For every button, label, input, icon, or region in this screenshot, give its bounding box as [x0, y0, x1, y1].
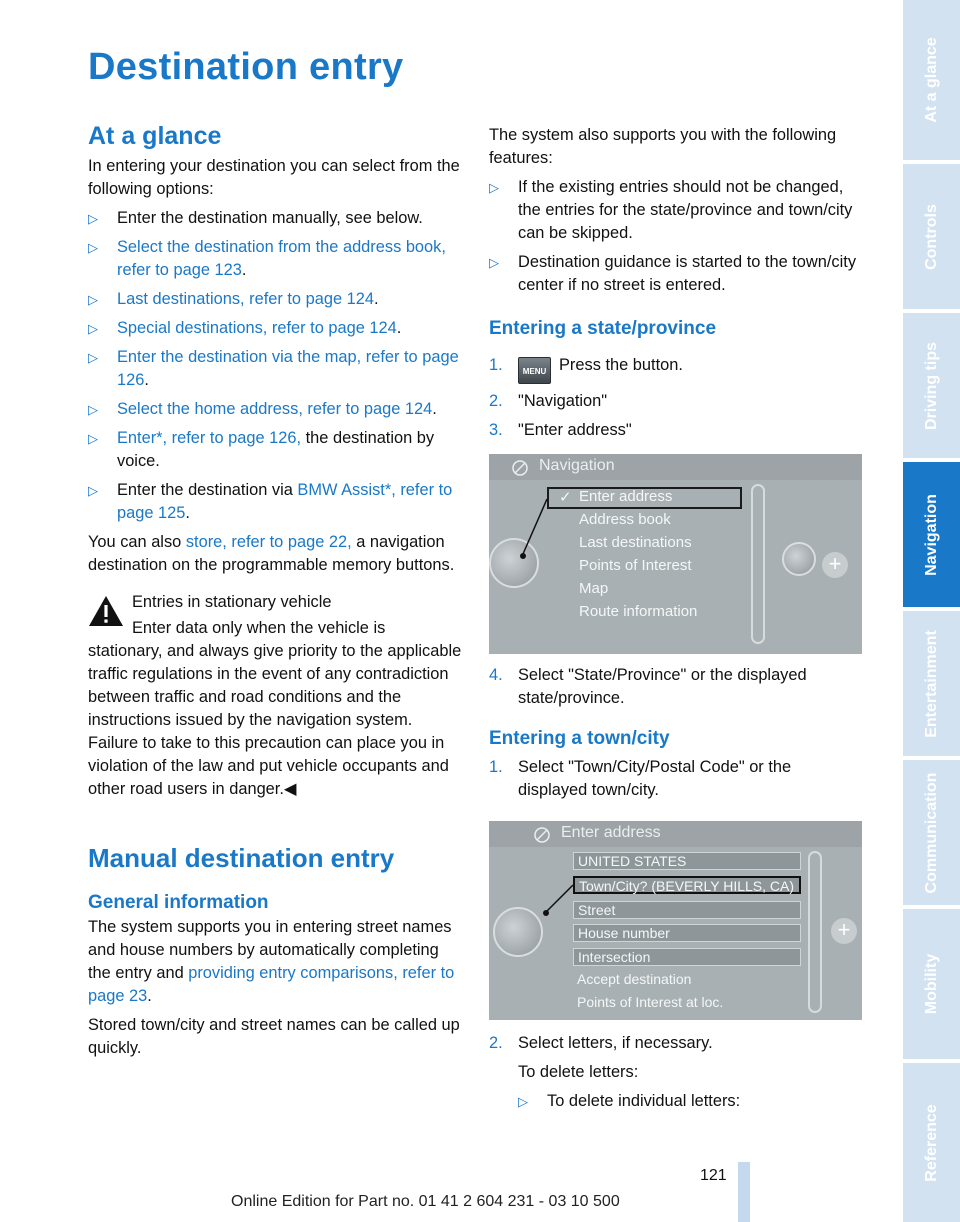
- town-steps: [489, 756, 861, 802]
- check-icon: ✓: [559, 489, 572, 506]
- general-paragraph: The system supports you in entering street names and house numbers by automatically completing the entry and providing entry comparisons, refer to page 23.: [88, 918, 455, 1005]
- tab-entertainment[interactable]: Entertainment: [903, 611, 960, 756]
- link-entry-comparisons[interactable]: providing entry comparisons, refer to page 23: [88, 964, 455, 1005]
- step-item: 1. Select "Town/City/Postal Code" or the displayed town/city.: [489, 758, 792, 799]
- triangle-right-icon: ▷: [88, 240, 98, 255]
- list-item: ▷ Last destinations, refer to page 124.: [88, 288, 463, 311]
- footer-text: Online Edition for Part no. 01 41 2 604 231 - 03 10 500: [231, 1193, 620, 1210]
- triangle-right-icon: ▷: [88, 292, 98, 307]
- plus-icon: +: [822, 552, 848, 578]
- triangle-right-icon: ▷: [88, 402, 98, 417]
- delete-intro: To delete letters:: [518, 1063, 639, 1081]
- chapter-sidebar: [903, 0, 960, 1222]
- menu-item[interactable]: Accept destination: [577, 971, 692, 987]
- page-marker-bar: [738, 1162, 750, 1222]
- left-column: [88, 122, 463, 1060]
- page-title: Destination entry: [88, 46, 404, 88]
- link-map[interactable]: Enter the destination via the map, refer to page 126: [117, 348, 459, 389]
- list-item: ▷ Select the destination from the address book, refer to page 123.: [88, 238, 446, 279]
- enter-address-screen: [489, 821, 862, 1020]
- menu-button-icon: MENU: [518, 357, 551, 384]
- triangle-right-icon: ▷: [88, 211, 98, 226]
- tab-at-a-glance[interactable]: At a glance: [903, 0, 960, 160]
- list-item: ▷ Enter the destination via the map, refer to page 126.: [88, 348, 459, 389]
- triangle-right-icon: ▷: [88, 321, 98, 336]
- features-intro: The system also supports you with the following features:: [489, 126, 837, 167]
- tab-mobility[interactable]: Mobility: [903, 909, 960, 1059]
- country-field[interactable]: UNITED STATES: [573, 852, 801, 870]
- navigation-screen: [489, 454, 862, 654]
- triangle-right-icon: ▷: [88, 350, 98, 365]
- list-item: ▷ If the existing entries should not be changed, the entries for the state/province and town/city can be skipped.: [489, 178, 853, 242]
- town-city-field[interactable]: Town/City? (BEVERLY HILLS, CA): [573, 876, 801, 894]
- plus-icon: +: [831, 918, 857, 944]
- house-number-field[interactable]: House number: [573, 924, 801, 942]
- list-item: ▷ To delete individual letters:: [518, 1090, 861, 1113]
- delete-list: [489, 1090, 861, 1113]
- step-item: 2. Select letters, if necessary.: [489, 1034, 713, 1052]
- heading-manual-entry: Manual destination entry: [88, 843, 395, 873]
- warning-title: Entries in stationary vehicle: [132, 593, 332, 611]
- options-list: [88, 207, 463, 525]
- warning-body: Enter data only when the vehicle is stationary, and always give priority to the applicable traffic regulations in the event of any contradiction between traffic and road conditions and the instructions issued by the navigation system. Failure to take to this precaution can place you in violation of the law and put vehicle occupants and other road users in danger.◀: [88, 619, 462, 798]
- street-field[interactable]: Street: [573, 901, 801, 919]
- link-last-destinations[interactable]: Last destinations, refer to page 124: [117, 290, 374, 308]
- link-bmw-assist[interactable]: BMW Assist*, refer to page 125: [117, 481, 453, 522]
- warning-note: [88, 591, 463, 801]
- step-item: 1. MENU Press the button.: [489, 354, 861, 384]
- warning-triangle-icon: [88, 595, 124, 627]
- heading-at-a-glance: At a glance: [88, 122, 222, 150]
- list-item: ▷ Special destinations, refer to page 124.: [88, 317, 463, 340]
- tab-communication[interactable]: Communication: [903, 760, 960, 905]
- list-item: ▷ Enter*, refer to page 126, the destination by voice.: [88, 429, 435, 470]
- menu-item[interactable]: Points of Interest: [579, 557, 692, 574]
- link-voice-entry[interactable]: Enter*, refer to page 126,: [117, 429, 302, 447]
- triangle-right-icon: ▷: [88, 483, 98, 498]
- link-store[interactable]: store, refer to page 22,: [185, 533, 352, 551]
- link-special-destinations[interactable]: Special destinations, refer to page 124: [117, 319, 397, 337]
- right-column: [489, 124, 861, 1113]
- intersection-field[interactable]: Intersection: [573, 948, 801, 966]
- list-item: ▷ Select the home address, refer to page 124.: [88, 398, 463, 421]
- heading-town-city: Entering a town/city: [489, 728, 670, 749]
- menu-item[interactable]: Route information: [579, 603, 698, 620]
- link-address-book[interactable]: Select the destination from the address book, refer to page 123: [117, 238, 446, 279]
- state-step-4: [489, 664, 861, 710]
- menu-item[interactable]: Last destinations: [579, 534, 692, 551]
- stored-paragraph: Stored town/city and street names can be called up quickly.: [88, 1016, 460, 1057]
- step-item: 3. "Enter address": [489, 421, 632, 439]
- triangle-right-icon: ▷: [518, 1094, 528, 1109]
- tab-controls[interactable]: Controls: [903, 164, 960, 309]
- also-paragraph: You can also store, refer to page 22, a navigation destination on the programmable memory buttons.: [88, 533, 455, 574]
- leader-line: [489, 821, 862, 1020]
- leader-line: [489, 454, 862, 654]
- triangle-right-icon: ▷: [489, 255, 499, 270]
- menu-item[interactable]: Points of Interest at loc.: [577, 994, 724, 1010]
- intro-paragraph: In entering your destination you can select from the following options:: [88, 157, 460, 198]
- step-item: 4. Select "State/Province" or the displayed state/province.: [489, 666, 807, 707]
- state-steps: [489, 354, 861, 442]
- heading-general-information: General information: [88, 892, 269, 913]
- triangle-right-icon: ▷: [88, 431, 98, 446]
- triangle-right-icon: ▷: [489, 180, 499, 195]
- tab-driving-tips[interactable]: Driving tips: [903, 313, 960, 458]
- menu-item[interactable]: Enter address: [579, 488, 673, 505]
- step-item: 2. "Navigation": [489, 392, 608, 410]
- list-item: ▷ Destination guidance is started to the town/city center if no street is entered.: [489, 253, 857, 294]
- screen-header: Enter address: [489, 821, 862, 847]
- list-item: ▷ Enter the destination manually, see below.: [88, 207, 463, 230]
- screen-header: Navigation: [489, 454, 862, 480]
- list-item: ▷ Enter the destination via BMW Assist*, refer to page 125.: [88, 481, 453, 522]
- menu-item[interactable]: Address book: [579, 511, 671, 528]
- town-step-2: [489, 1032, 861, 1055]
- heading-state-province: Entering a state/province: [489, 318, 717, 339]
- tab-reference[interactable]: Reference: [903, 1063, 960, 1222]
- page-number: 121: [700, 1167, 727, 1184]
- menu-item[interactable]: Map: [579, 580, 609, 597]
- features-list: [489, 176, 861, 297]
- tab-navigation[interactable]: Navigation: [903, 462, 960, 607]
- link-home-address[interactable]: Select the home address, refer to page 124: [117, 400, 433, 418]
